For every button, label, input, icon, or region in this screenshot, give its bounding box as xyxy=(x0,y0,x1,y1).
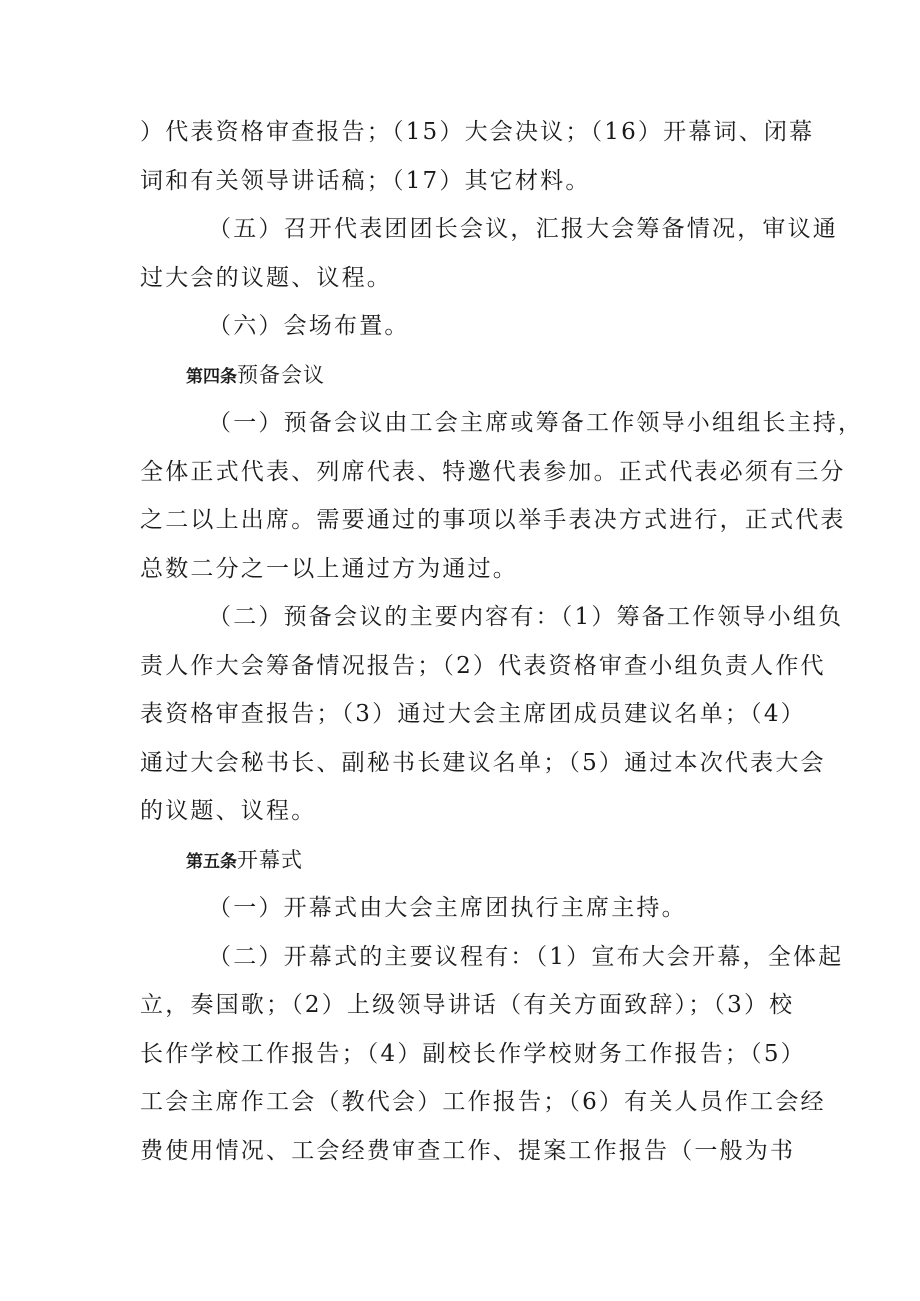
article-heading-4 xyxy=(140,351,790,400)
text-line: 通过大会秘书长、副秘书长建议名单；（5）通过本次代表大会 xyxy=(140,749,826,776)
article-label: 第四条 xyxy=(186,366,237,387)
article-heading-5 xyxy=(140,836,790,885)
paragraph-item-5: （五）召开代表团团长会议，汇报大会筹备情况，审议通 xyxy=(208,216,838,242)
text-line: 费使用情况、工会经费审查工作、提案工作报告（一般为书 xyxy=(140,1137,796,1164)
paragraph-item-2: （二）预备会议的主要内容有：（1）筹备工作领导小组负 xyxy=(208,604,844,630)
text-line: 过大会的议题、议程。 xyxy=(140,264,392,291)
text-line: 词和有关领导讲话稿；（17）其它材料。 xyxy=(140,167,591,194)
text-line: 责人作大会筹备情况报告；（2）代表资格审查小组负责人作代 xyxy=(140,652,826,679)
text-line: 之二以上出席。需要通过的事项以举手表决方式进行，正式代表 xyxy=(140,507,846,533)
article-label: 第五条 xyxy=(186,851,237,872)
text-line: 表资格审查报告；（3）通过大会主席团成员建议名单；（4） xyxy=(140,701,806,727)
paragraph-item-2: （二）开幕式的主要议程有：（1）宣布大会开幕，全体起 xyxy=(208,943,844,970)
paragraph-item-6: （六）会场布置。 xyxy=(208,313,410,339)
text-line: 长作学校工作报告；（4）副校长作学校财务工作报告；（5） xyxy=(140,1040,806,1067)
article-title: 预备会议 xyxy=(237,362,325,387)
article-title: 开幕式 xyxy=(237,847,303,872)
text-line: ）代表资格审查报告；（15）大会决议；（16）开幕词、闭幕 xyxy=(140,119,815,145)
text-line: 工会主席作工会（教代会）工作报告；（6）有关人员作工会经 xyxy=(140,1089,826,1115)
text-line: 全体正式代表、列席代表、特邀代表参加。正式代表必须有三分 xyxy=(140,458,846,485)
text-line: 立，奏国歌；（2）上级领导讲话（有关方面致辞）；（3）校 xyxy=(140,992,795,1018)
text-line: 的议题、议程。 xyxy=(140,798,317,824)
text-line: 总数二分之一以上通过方为通过。 xyxy=(140,555,518,582)
paragraph-item-1: （一）开幕式由大会主席团执行主席主持。 xyxy=(208,895,687,921)
document-page xyxy=(140,108,864,1175)
paragraph-item-1: （一）预备会议由工会主席或筹备工作领导小组组长主持， xyxy=(208,410,864,436)
